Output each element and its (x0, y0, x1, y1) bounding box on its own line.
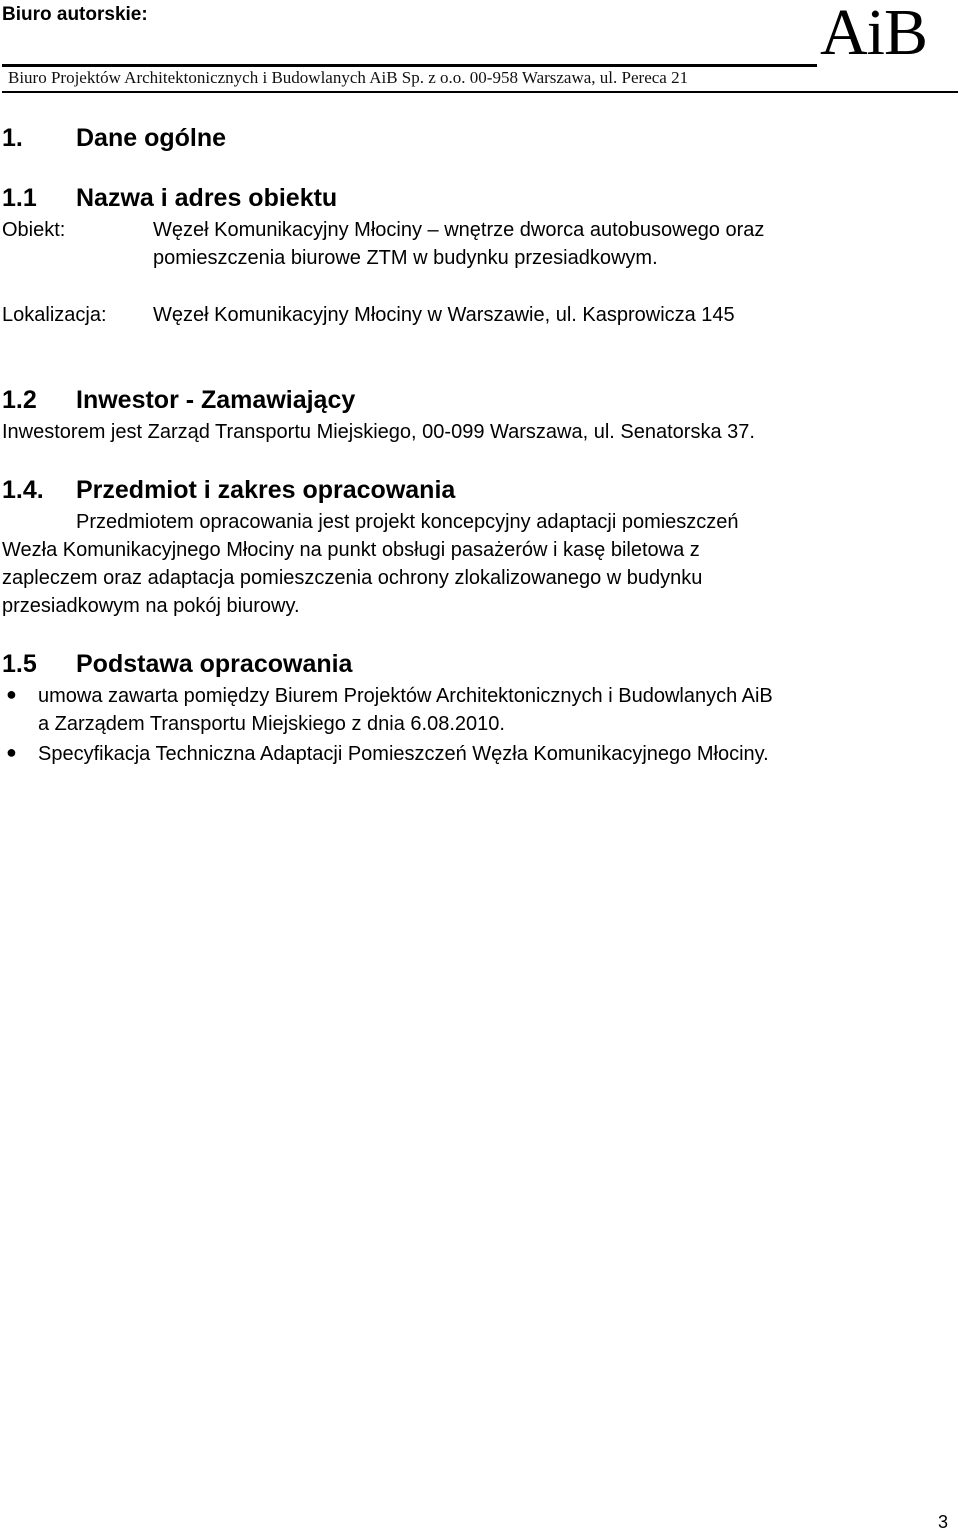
header-label: Biuro autorskie: (2, 4, 148, 25)
basis-item-2-line1: Specyfikacja Techniczna Adaptacji Pomieszczeń Węzła Komunikacyjnego Młociny. (38, 743, 769, 765)
object-value-line1: Węzeł Komunikacyjny Młociny – wnętrze dworca autobusowego oraz (153, 219, 765, 241)
section-1-5-number: 1.5 (2, 650, 37, 678)
aib-logo: AiB (820, 0, 928, 69)
location-value: Węzeł Komunikacyjny Młociny w Warszawie, ul. Kasprowicza 145 (153, 304, 735, 326)
object-value-line2: pomieszczenia biurowe ZTM w budynku przesiadkowym. (153, 247, 658, 269)
section-1-4-number: 1.4. (2, 476, 44, 504)
scope-line-3: zapleczem oraz adaptacja pomieszczenia ochrony zlokalizowanego w budynku (2, 567, 703, 589)
header-company-line: Biuro Projektów Architektonicznych i Budowlanych AiB Sp. z o.o. 00-958 Warszawa, ul. Pereca 21 (8, 68, 689, 87)
section-1-1-title: Nazwa i adres obiektu (76, 184, 338, 212)
section-1-2-heading (2, 386, 355, 415)
section-1-5-title: Podstawa opracowania (76, 650, 353, 678)
section-1-4-heading (2, 476, 455, 505)
location-label: Lokalizacja: (2, 304, 107, 326)
section-1-1-heading (2, 184, 337, 213)
section-1-number: 1. (2, 124, 23, 152)
object-label: Obiekt: (2, 219, 66, 241)
scope-line-1: Przedmiotem opracowania jest projekt koncepcyjny adaptacji pomieszczeń (76, 511, 739, 533)
section-1-2-number: 1.2 (2, 386, 37, 414)
section-1-heading (2, 124, 226, 153)
header-bottom-rule (2, 91, 958, 93)
section-1-2-title: Inwestor - Zamawiający (76, 386, 356, 414)
section-1-1-number: 1.1 (2, 184, 37, 212)
basis-item-1-line1: umowa zawarta pomiędzy Biurem Projektów Architektonicznych i Budowlanych AiB (38, 685, 773, 707)
header-rule (2, 64, 817, 67)
section-1-5-heading (2, 650, 352, 679)
page-number: 3 (938, 1512, 949, 1532)
bullet-icon: ● (6, 742, 17, 762)
scope-line-4: przesiadkowym na pokój biurowy. (2, 595, 300, 617)
section-1-title: Dane ogólne (76, 124, 227, 152)
basis-item-1-line2: a Zarządem Transportu Miejskiego z dnia 6.08.2010. (38, 713, 505, 735)
section-1-4-title: Przedmiot i zakres opracowania (76, 476, 456, 504)
bullet-icon: ● (6, 684, 17, 704)
investor-text: Inwestorem jest Zarząd Transportu Miejskiego, 00-099 Warszawa, ul. Senatorska 37. (2, 421, 755, 443)
scope-line-2: Wezła Komunikacyjnego Młociny na punkt obsługi pasażerów i kasę biletowa z (2, 539, 700, 561)
